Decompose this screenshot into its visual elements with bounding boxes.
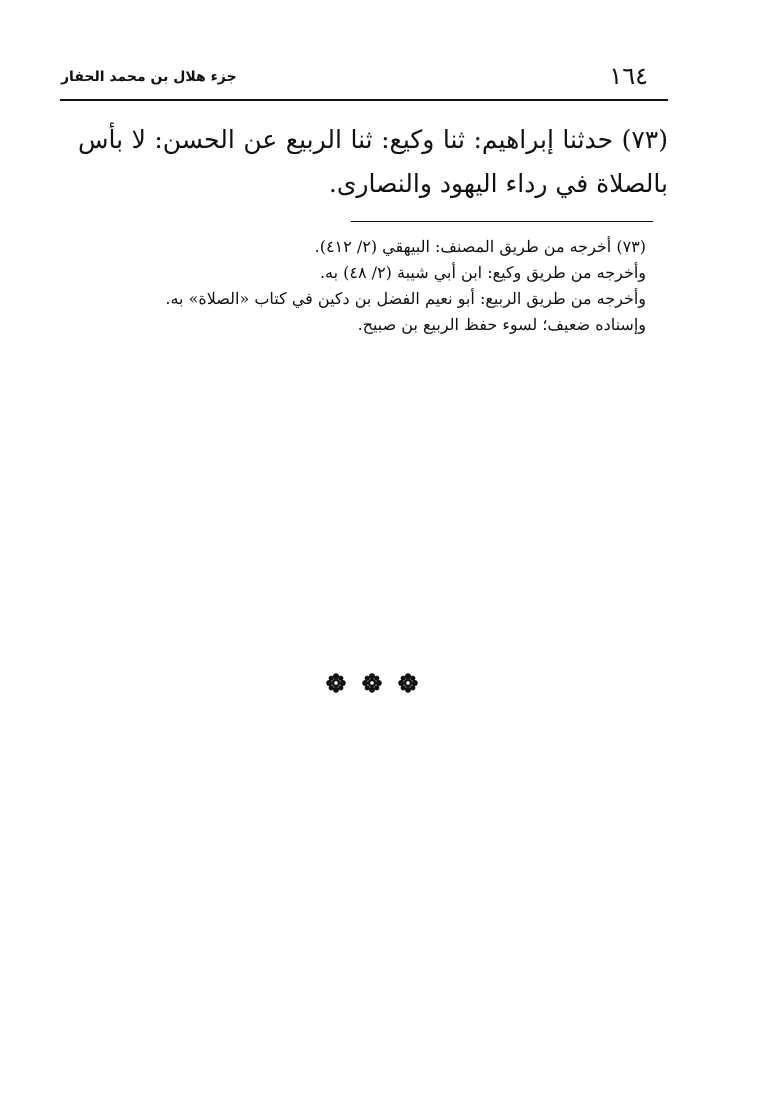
hadith-text: (٧٣) حدثنا إبراهيم: ثنا وكيع: ثنا الربيع عن الحسن: لا بأس بالصلاة في رداء اليهود والنصارى. (78, 125, 668, 198)
footnote-line: وأخرجه من طريق وكيع: ابن أبي شيبة (٢/ ٤٨) به. (319, 263, 646, 282)
rosette-ornament-icon (326, 673, 346, 693)
rosette-ornament-icon (362, 673, 382, 693)
page-header (61, 58, 670, 98)
footnotes (165, 234, 646, 338)
footnote-line: (٧٣) أخرجه من طريق المصنف: البيهقي (٢/ ٤١٢). (314, 237, 646, 256)
footnote-line: وإسناده ضعيف؛ لسوء حفظ الربيع بن صبيح. (357, 315, 646, 334)
section-end-ornaments (326, 673, 418, 693)
page-number: ١٦٤ (609, 62, 648, 90)
rosette-ornament-icon (398, 673, 418, 693)
header-rule (60, 99, 668, 101)
footnote-separator-rule (351, 221, 653, 222)
footnote-line: وأخرجه من طريق الربيع: أبو نعيم الفضل بن دكين في كتاب «الصلاة» به. (165, 289, 646, 308)
running-title: جزء هلال بن محمد الحفار (61, 69, 237, 85)
